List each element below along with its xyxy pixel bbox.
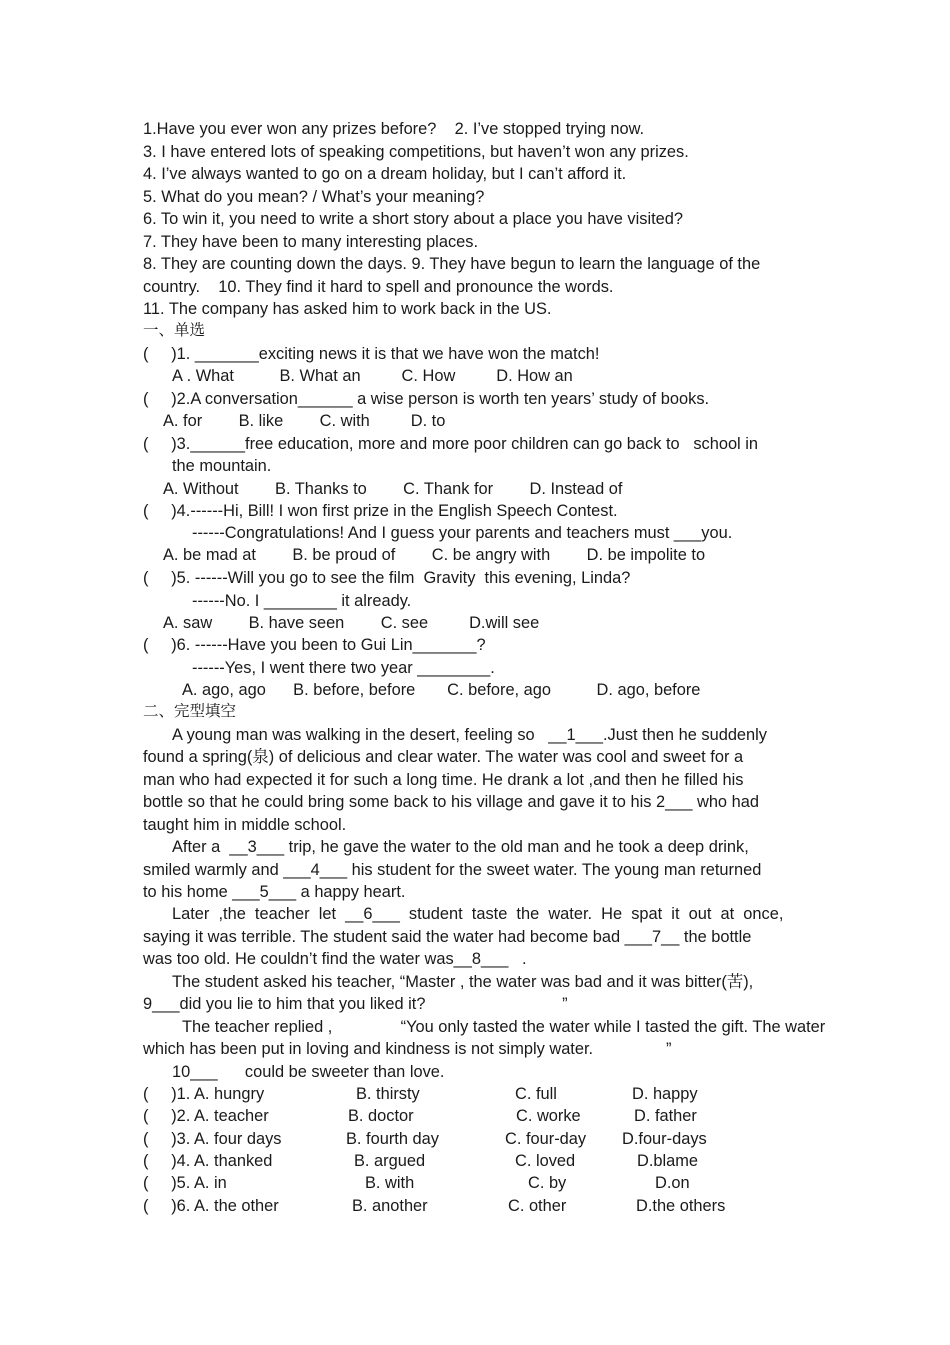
question-stem-continued: the mountain. (172, 457, 272, 475)
option-c: C. four-day (505, 1130, 587, 1148)
option-d: D. happy (632, 1085, 698, 1103)
passage-line: was too old. He couldn’t find the water was__8___ . (143, 950, 527, 968)
option-a: ( )4. A. thanked (143, 1152, 273, 1170)
option-a: ( )1. A. hungry (143, 1085, 265, 1103)
question-options: A . What B. What an C. How D. How an (172, 367, 573, 385)
option-b: B. argued (354, 1152, 426, 1170)
option-d: D.the others (636, 1197, 726, 1215)
sentence-line: 5. What do you mean? / What’s your meaning? (143, 188, 485, 206)
section-title-single-choice: 一、单选 (143, 321, 206, 339)
question-stem: ( )5. ------Will you go to see the film Gravity this evening, Linda? (143, 569, 631, 587)
option-d: D.on (655, 1174, 690, 1192)
sentence-line: 1.Have you ever won any prizes before? 2. I’ve stopped trying now. (143, 120, 645, 138)
question-stem: ( )1. _______exciting news it is that we have won the match! (143, 345, 600, 363)
question-options: A. ago, ago B. before, before C. before, ago D. ago, before (182, 681, 701, 699)
sentence-line: 4. I’ve always wanted to go on a dream holiday, but I can’t afford it. (143, 165, 627, 183)
option-d: D.blame (637, 1152, 699, 1170)
sentence-line: 8. They are counting down the days. 9. They have begun to learn the language of the (143, 255, 761, 273)
option-c: C. worke (516, 1107, 581, 1125)
passage-line: Later ,the teacher let __6___ student taste the water. He spat it out at once, (172, 905, 784, 923)
option-b: B. thirsty (356, 1085, 420, 1103)
passage-line: which has been put in loving and kindness is not simply water. ” (143, 1040, 672, 1058)
sentence-line: 3. I have entered lots of speaking competitions, but haven’t won any prizes. (143, 143, 689, 161)
option-b: B. another (352, 1197, 428, 1215)
question-stem: ( )2.A conversation______ a wise person is worth ten years’ study of books. (143, 390, 710, 408)
option-b: B. doctor (348, 1107, 414, 1125)
passage-line: 9___did you lie to him that you liked it? ” (143, 995, 568, 1013)
option-a: ( )5. A. in (143, 1174, 227, 1192)
sentence-line: 6. To win it, you need to write a short story about a place you have visited? (143, 210, 683, 228)
passage-line: smiled warmly and ___4___ his student for the sweet water. The young man returned (143, 861, 762, 879)
question-stem: ( )4.------Hi, Bill! I won first prize in the English Speech Contest. (143, 502, 618, 520)
option-b: B. fourth day (346, 1130, 439, 1148)
question-options: A. be mad at B. be proud of C. be angry with D. be impolite to (163, 546, 706, 564)
passage-line: A young man was walking in the desert, feeling so __1___.Just then he suddenly (172, 726, 768, 744)
passage-line: After a __3___ trip, he gave the water to the old man and he took a deep drink, (172, 838, 749, 856)
passage-line: found a spring(泉) of delicious and clear water. The water was cool and sweet for a (143, 748, 744, 766)
passage-line: 10___ could be sweeter than love. (172, 1063, 445, 1081)
sentence-line: 7. They have been to many interesting places. (143, 233, 478, 251)
question-stem: ( )6. ------Have you been to Gui Lin_______? (143, 636, 486, 654)
passage-line: saying it was terrible. The student said the water had become bad ___7__ the bottle (143, 928, 752, 946)
option-c: C. loved (515, 1152, 576, 1170)
option-d: D.four-days (622, 1130, 707, 1148)
option-a: ( )6. A. the other (143, 1197, 279, 1215)
question-stem: ( )3.______free education, more and more poor children can go back to school in (143, 435, 759, 453)
dialogue-reply: ------Yes, I went there two year ________. (192, 659, 495, 677)
passage-line: to his home ___5___ a happy heart. (143, 883, 406, 901)
dialogue-reply: ------No. I ________ it already. (192, 592, 412, 610)
option-a: ( )2. A. teacher (143, 1107, 269, 1125)
passage-line: The student asked his teacher, “Master , the water was bad and it was bitter(苦), (172, 973, 754, 991)
option-a: ( )3. A. four days (143, 1130, 282, 1148)
question-options: A. Without B. Thanks to C. Thank for D. Instead of (163, 480, 623, 498)
dialogue-reply: ------Congratulations! And I guess your parents and teachers must ___you. (192, 524, 733, 542)
passage-line: taught him in middle school. (143, 816, 347, 834)
option-b: B. with (365, 1174, 415, 1192)
section-title-cloze: 二、完型填空 (143, 702, 237, 720)
option-d: D. father (634, 1107, 697, 1125)
question-options: A. saw B. have seen C. see D.will see (163, 614, 540, 632)
option-c: C. full (515, 1085, 557, 1103)
passage-line: The teacher replied , “You only tasted the water while I tasted the gift. The water (182, 1018, 826, 1036)
option-c: C. by (528, 1174, 567, 1192)
passage-line: man who had expected it for such a long time. He drank a lot ,and then he filled his (143, 771, 744, 789)
sentence-line: country. 10. They find it hard to spell and pronounce the words. (143, 278, 614, 296)
sentence-line: 11. The company has asked him to work back in the US. (143, 300, 552, 318)
option-c: C. other (508, 1197, 567, 1215)
passage-line: bottle so that he could bring some back to his village and gave it to his 2___ who had (143, 793, 759, 811)
question-options: A. for B. like C. with D. to (163, 412, 446, 430)
